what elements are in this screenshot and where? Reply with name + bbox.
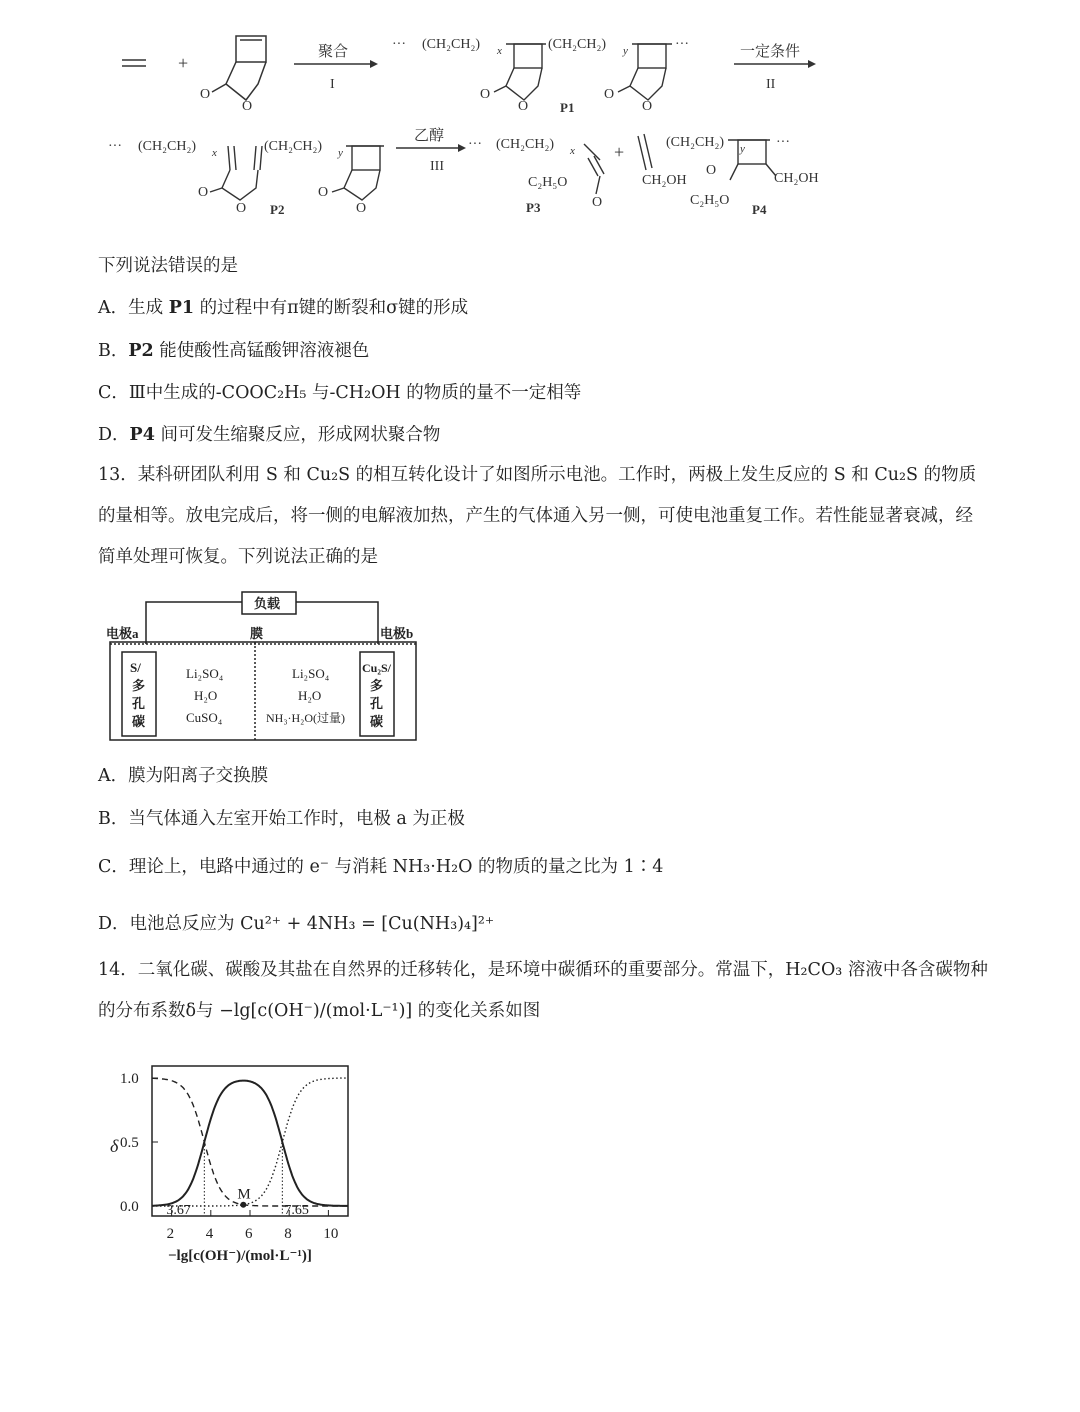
polymer-P3	[468, 137, 604, 215]
svg-text:H₂O: H₂O	[298, 688, 322, 703]
svg-text:一定条件: 一定条件	[740, 44, 801, 60]
svg-text:多: 多	[370, 678, 384, 693]
svg-text:S/: S/	[130, 660, 141, 675]
svg-text:聚合: 聚合	[318, 44, 349, 60]
svg-text:C₂H₅O: C₂H₅O	[528, 175, 568, 190]
svg-text:多: 多	[132, 678, 146, 693]
svg-text:···: ···	[468, 137, 482, 152]
y-tick-label: 0.5	[120, 1135, 139, 1151]
svg-text:O: O	[356, 201, 367, 216]
svg-text:Li₂SO₄: Li₂SO₄	[186, 666, 224, 681]
svg-text:O: O	[236, 201, 247, 216]
svg-text:Li₂SO₄: Li₂SO₄	[292, 666, 330, 681]
svg-text:x: x	[570, 145, 575, 157]
svg-text:O: O	[642, 99, 653, 114]
svg-text:O: O	[706, 163, 717, 178]
x-axis-label: −lg[c(OH⁻)/(mol·L⁻¹)]	[168, 1248, 312, 1264]
point-M-label: M	[237, 1186, 251, 1203]
plus-sign-2: +	[614, 142, 625, 162]
x-tick-label: 2	[166, 1226, 175, 1242]
svg-text:O: O	[318, 185, 329, 200]
svg-text:O: O	[592, 195, 603, 210]
svg-text:(CH₂CH₂): (CH₂CH₂)	[548, 37, 606, 52]
svg-text:H₂O: H₂O	[194, 688, 218, 703]
polymer-P1	[392, 37, 689, 115]
svg-text:CuSO₄: CuSO₄	[186, 710, 223, 725]
ethylene-molecule	[122, 60, 146, 66]
distribution-chart	[96, 1056, 366, 1266]
svg-text:y: y	[740, 143, 745, 155]
q14-stem: 14．二氧化碳、碳酸及其盐在自然界的迁移转化，是环境中碳循环的重要部分。常温下，H₂CO₃ 溶液中各含碳物种的分布系数δ与 −lg[c(OH⁻)/(mol·L⁻¹)] 的变化关系如图	[98, 960, 988, 1021]
svg-text:···: ···	[392, 37, 406, 52]
x-tick-label: 8	[284, 1226, 292, 1242]
svg-text:O: O	[518, 99, 529, 114]
svg-text:y: y	[623, 45, 628, 57]
svg-text:O: O	[198, 185, 209, 200]
electrode-a-label: 电极a	[106, 626, 139, 641]
x-tick-label: 10	[323, 1226, 339, 1242]
load-label: 负载	[254, 596, 281, 611]
svg-text:碳: 碳	[370, 714, 384, 729]
q13-option-a[interactable]: A．膜为阳离子交换膜	[98, 766, 269, 786]
label-P2: P2	[270, 202, 285, 217]
svg-text:O: O	[200, 87, 211, 102]
svg-text:x: x	[497, 45, 502, 57]
label-P1: P1	[560, 100, 575, 115]
y-axis-label: δ	[110, 1136, 119, 1156]
arrow-II	[734, 43, 816, 92]
svg-text:O: O	[604, 87, 615, 102]
q13-stem: 13．某科研团队利用 S 和 Cu₂S 的相互转化设计了如图所示电池。工作时，两极上发生反应的 S 和 Cu₂S 的物质的量相等。放电完成后，将一侧的电解液加热，产生的气体通入另一侧，可使电池重复工作。若性能显著衰减，经简单处理可恢复。下列说法正确的是	[98, 465, 977, 567]
crossing-label: 7.65	[284, 1203, 309, 1218]
svg-text:CH₂OH: CH₂OH	[642, 173, 687, 188]
y-tick-label: 0.0	[120, 1199, 139, 1215]
polymer-P2	[108, 139, 384, 217]
svg-text:(CH₂CH₂): (CH₂CH₂)	[666, 135, 724, 150]
x-tick-label: 4	[205, 1226, 214, 1242]
q13-option-c[interactable]: C．理论上，电路中通过的 e⁻ 与消耗 NH₃·H₂O 的物质的量之比为 1∶4	[98, 857, 664, 877]
x-tick-label: 6	[245, 1226, 253, 1242]
q13-option-b[interactable]: B．当气体通入左室开始工作时，电极 a 为正极	[98, 809, 465, 829]
svg-text:III: III	[430, 159, 444, 174]
svg-text:y: y	[338, 147, 343, 159]
membrane-label: 膜	[250, 626, 264, 641]
electrode-b-label: 电极b	[380, 626, 414, 641]
svg-text:(CH₂CH₂): (CH₂CH₂)	[264, 139, 322, 154]
svg-text:I: I	[330, 77, 335, 92]
q13-option-d[interactable]: D．电池总反应为 Cu²⁺ + 4NH₃ = [Cu(NH₃)₄]²⁺	[98, 914, 495, 934]
svg-text:C₂H₅O: C₂H₅O	[690, 193, 730, 208]
svg-text:NH₃·H₂O(过量): NH₃·H₂O(过量)	[266, 711, 346, 725]
svg-text:···: ···	[675, 37, 689, 52]
svg-text:O: O	[242, 99, 253, 114]
y-tick-label: 1.0	[120, 1071, 139, 1087]
svg-text:孔: 孔	[132, 696, 146, 711]
svg-text:CH₂OH: CH₂OH	[774, 171, 819, 186]
crossing-label: 3.67	[166, 1203, 191, 1218]
q12-stem: 下列说法错误的是	[98, 256, 238, 276]
reaction-scheme	[0, 0, 1080, 240]
q12-option-d[interactable]: D．P4 间可发生缩聚反应，形成网状聚合物	[98, 425, 441, 445]
svg-text:(CH₂CH₂): (CH₂CH₂)	[138, 139, 196, 154]
arrow-III	[396, 127, 466, 174]
battery-diagram	[100, 586, 430, 746]
svg-text:乙醇: 乙醇	[414, 128, 445, 144]
label-P3: P3	[526, 200, 541, 215]
label-P4: P4	[752, 202, 767, 217]
svg-text:(CH₂CH₂): (CH₂CH₂)	[496, 137, 554, 152]
svg-text:···: ···	[776, 135, 790, 150]
q12-option-c[interactable]: C．Ⅲ中生成的-COOC₂H₅ 与-CH₂OH 的物质的量不一定相等	[98, 383, 582, 403]
svg-text:x: x	[212, 147, 217, 159]
svg-text:孔: 孔	[370, 696, 384, 711]
svg-text:···: ···	[108, 139, 122, 154]
svg-text:Cu₂S/: Cu₂S/	[362, 661, 391, 675]
polymer-P4	[638, 134, 819, 217]
svg-text:II: II	[766, 77, 776, 92]
svg-text:碳: 碳	[132, 714, 146, 729]
svg-text:(CH₂CH₂): (CH₂CH₂)	[422, 37, 480, 52]
plus-sign: +	[178, 53, 189, 73]
q12-option-a[interactable]: A．生成 P1 的过程中有π键的断裂和σ键的形成	[98, 298, 469, 318]
svg-text:O: O	[480, 87, 491, 102]
arrow-I	[294, 43, 378, 92]
monomer-structure	[212, 36, 266, 100]
q12-option-b[interactable]: B．P2 能使酸性高锰酸钾溶液褪色	[98, 341, 370, 361]
